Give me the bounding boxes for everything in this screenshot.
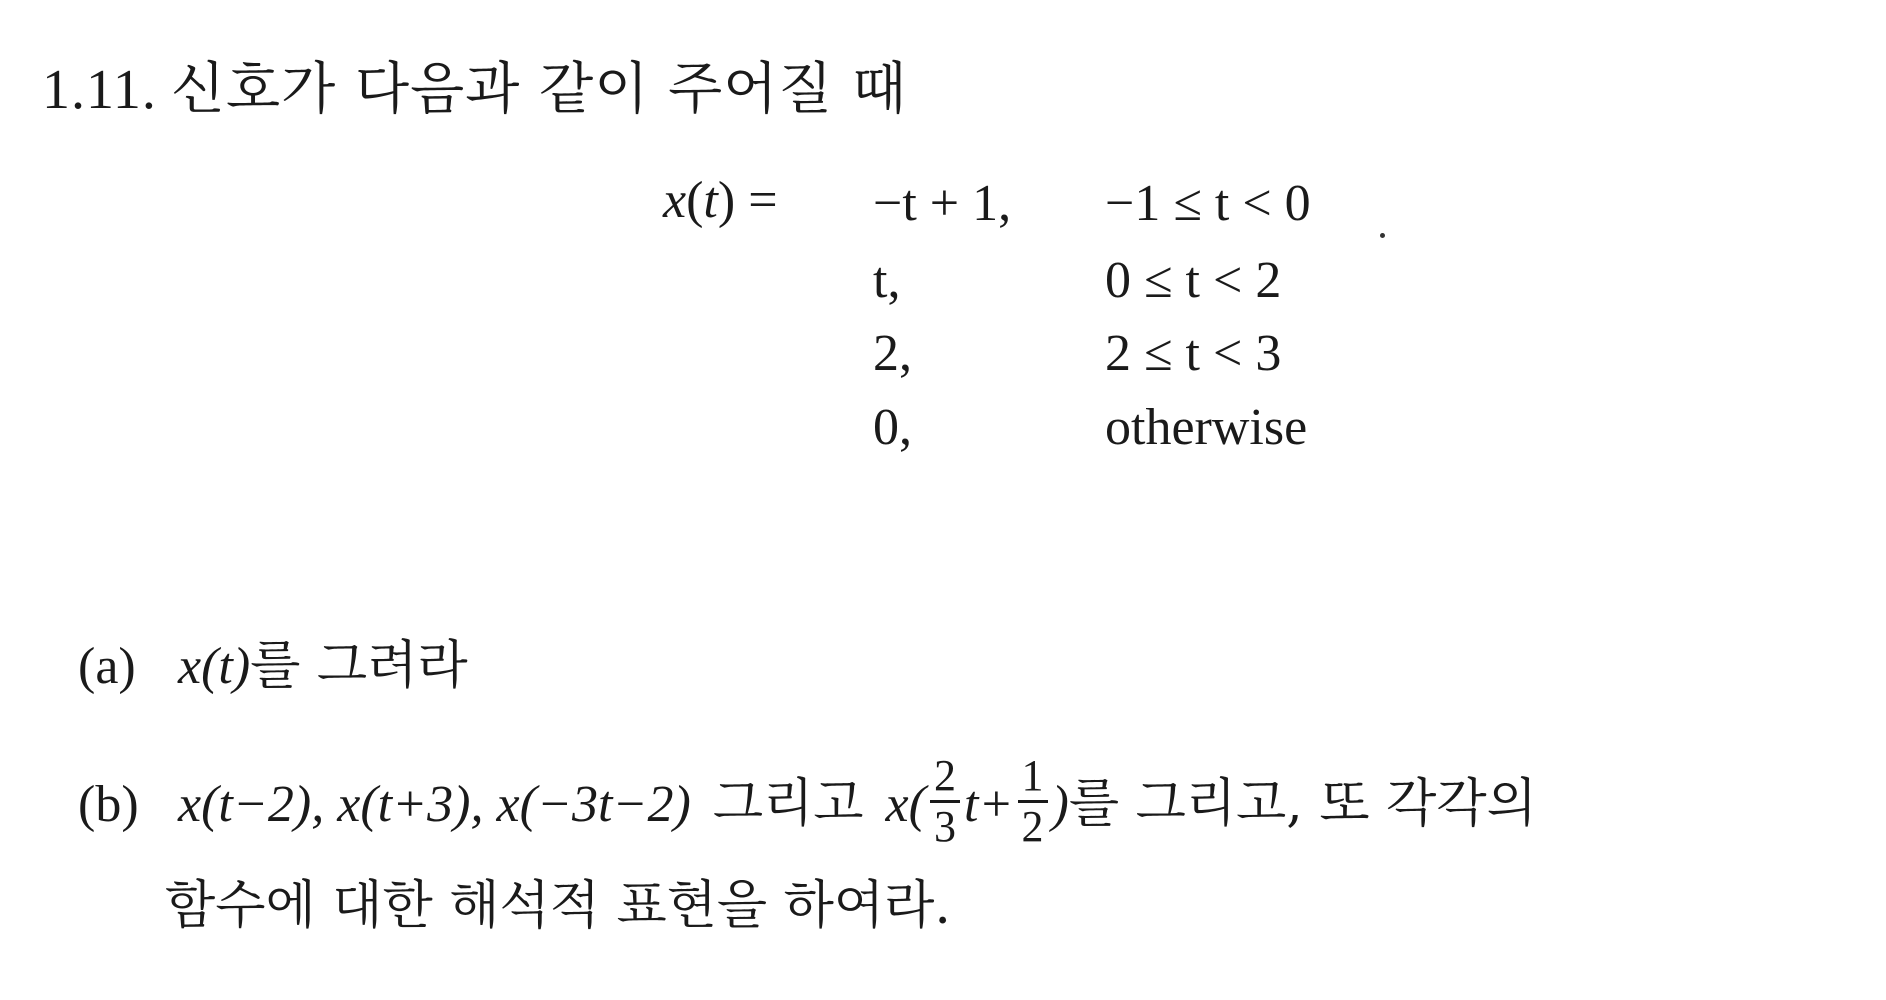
part-a-text: 를 그려라 (250, 636, 468, 696)
problem-number: 1.11. (42, 59, 157, 121)
equation-equals: = (748, 172, 778, 229)
case-value-2: t, (873, 252, 901, 309)
case-value-4: 0, (873, 399, 912, 456)
piecewise-equation (0, 0, 1886, 480)
equation-var: t (703, 172, 718, 229)
case-value-3: 2, (873, 325, 912, 382)
part-a (78, 636, 468, 696)
case-condition-2: 0 ≤ t < 2 (1105, 252, 1282, 309)
part-a-label: (a) (78, 638, 136, 695)
part-b-math2-mid: t+ (963, 776, 1014, 833)
fraction-two-thirds: $\frac{2}{3}$ (930, 754, 960, 849)
part-b-math2-post: ) (1051, 776, 1069, 833)
case-condition-3: 2 ≤ t < 3 (1105, 325, 1282, 382)
part-b-math2-pre: x( (885, 776, 926, 833)
problem-title-text: 신호가 다음과 같이 주어질 때 (170, 57, 908, 122)
part-b-math1: x(t−2), x(t+3), x(−3t−2) (178, 776, 691, 833)
part-b-label: (b) (78, 776, 139, 833)
equation-fn: x (663, 172, 687, 229)
case-condition-1: −1 ≤ t < 0 (1105, 175, 1311, 232)
part-b-text2: 를 그리고, 또 각각의 (1068, 774, 1537, 834)
part-b (78, 751, 1537, 855)
part-b-continuation: 함수에 대한 해석적 표현을 하여라. (165, 876, 951, 936)
case-condition-4: otherwise (1105, 399, 1308, 456)
part-b-text1: 그리고 (712, 774, 864, 834)
part-a-math: x(t) (178, 638, 251, 695)
fraction-one-half: $\frac{1}{2}$ (1018, 754, 1048, 849)
stray-dot (1380, 233, 1385, 238)
equation-lhs: x(t) = (663, 172, 778, 229)
case-value-1: −t + 1, (873, 175, 1012, 232)
